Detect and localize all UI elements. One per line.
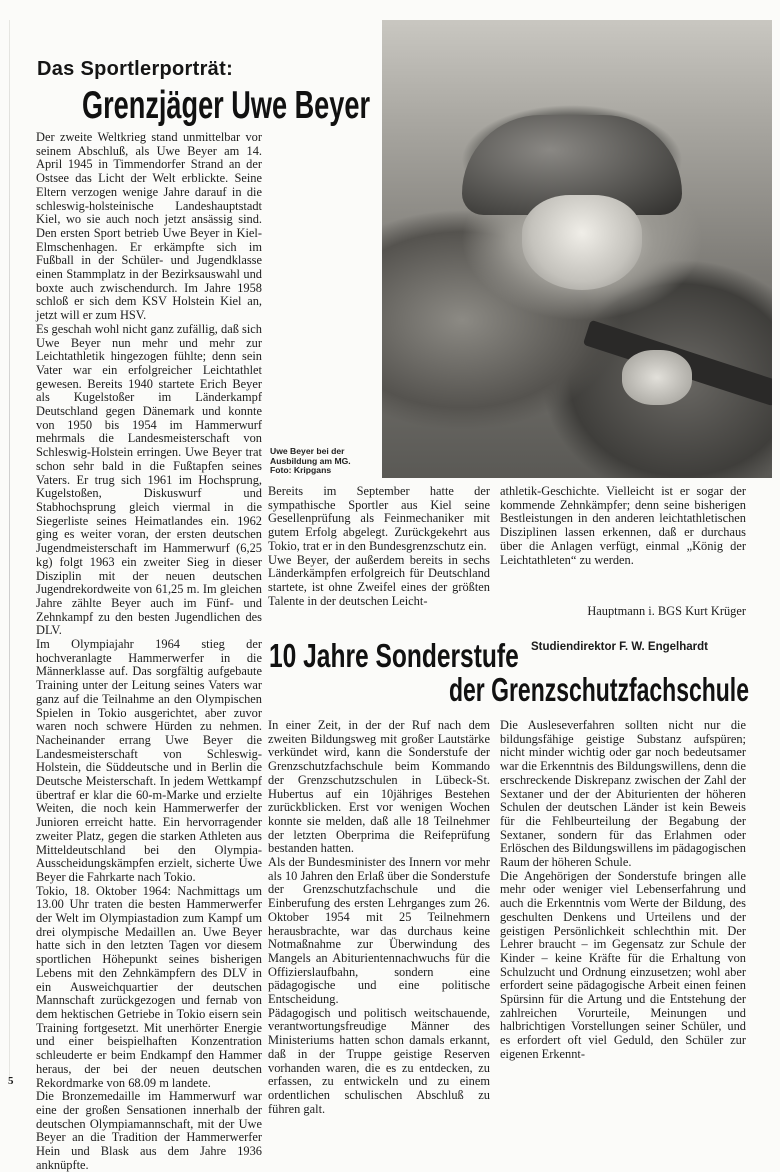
hand-shape xyxy=(622,350,692,405)
face-shape xyxy=(522,195,642,290)
photo-soldier-with-machine-gun xyxy=(382,20,772,478)
paragraph: In einer Zeit, in der der Ruf nach dem zweiten Bildungsweg mit großer Lautstärke verkündet wird, kann die Sonderstufe der Grenzschutzfachschule beim Kommando der Grenzschutzschulen in Lübeck-St. Hubertus auf ein 10jähriges Bestehen zurückblicken. Erst vor wenigen Wochen konnte sie melden, daß alle 18 Teilnehmer der letzten Oberprima die Reifeprüfung bestanden hatten. xyxy=(268,718,490,856)
paragraph: Die Ausleseverfahren sollten nicht nur die bildungsfähige geistige Substanz aufspüren; nicht minder wichtig oder gar noch bedeutsamer war die Erkenntnis des Bildungswillens, denn die erschreckende Diskrepanz zwischen der Zahl der Sextaner und der der Abiturienten der höheren Schulen der deutschen Länder ist kein Beweis für die Fehlbeurteilung der Begabung der Sextaner, sondern für das Erlahmen oder Erlöschen des Bildungswillens im pädagogischen Raum der höheren Schule. xyxy=(500,718,746,870)
article2-author: Studiendirektor F. W. Engelhardt xyxy=(531,641,708,653)
article2-column-2 xyxy=(500,719,746,1062)
article-kicker: Das Sportlerporträt: xyxy=(37,58,234,80)
paragraph: Es geschah wohl nicht ganz zufällig, daß sich Uwe Beyer nun mehr und mehr zur Leichtathletik hingezogen fühlte; denn sein Vater war ein erfolgreicher Leichtathlet gewesen. Bereits 1940 startete Erich Beyer als Kugelstoßer im Länderkampf Deutschland gegen Dänemark und konnte von 1950 bis 1954 im Hammerwurf mehrmals die Landesmeisterschaft von Schleswig-Holstein erringen. Uwe Beyer trat schon sehr bald in die Fußtapfen seines Vaters. Er trug sich 1961 im Hochsprung, Kugelstoßen, Diskuswurf und Stabhochsprung gleich viermal in die Siegerliste seines Heimatlandes ein. 1962 ging es weiter voran, der ersten deutschen Jugendmeisterschaft im Hammerwurf (6,25 kg) folgt 1963 ein zweiter Sieg in dieser Disziplin mit der neuen deutschen Jugendrekordweite von 61,25 m. Im gleichen Jahre zählte Beyer auch im Fünf- und Zehnkampf zu den besten Jugendlichen des DLV. xyxy=(36,321,262,638)
paragraph: Als der Bundesminister des Innern vor mehr als 10 Jahren den Erlaß über die Sonderstufe der Grenzschutzfachschule und die Einberufung des ersten Lehrganges zum 26. Oktober 1954 mit 25 Teilnehmern herausbrachte, war das durchaus keine Notmaßnahme zur Überwindung des Mangels an Abiturientennachwuchs für die Offizierslaufbahn, sondern eine pädagogische und eine politische Entscheidung. xyxy=(268,855,490,1007)
author-signature: Hauptmann i. BGS Kurt Krüger xyxy=(587,604,746,618)
paragraph: Uwe Beyer, der außerdem bereits in sechs Länderkämpfen erfolgreich für Deutschland startete, ist ohne Zweifel eines der größten Talente in der deutschen Leicht- xyxy=(268,552,490,608)
article-headline: Grenzjäger Uwe Beyer xyxy=(82,84,371,127)
article2-headline-line2: der Grenzschutzfachschule xyxy=(449,671,749,708)
caption-text: Uwe Beyer bei der Ausbildung am MG. xyxy=(270,446,351,466)
article2-headline-line1: 10 Jahre Sonderstufe xyxy=(269,637,519,674)
photo-credit: Foto: Kripgans xyxy=(270,465,332,475)
paragraph: Die Angehörigen der Sonderstufe bringen alle mehr oder weniger viel Lebenserfahrung und auch die Erkenntnis vom Werte der Bildung, des geschulten Denkens und Urteilens und der geistigen Persönlichkeit schlechthin mit. Der Lehrer braucht – im Gegensatz zur Schule der Kinder – keine Kräfte für die Erhaltung von Schulzucht und Ordnung einzusetzen; wohl aber erfordert seine pädagogische Arbeit einen feinen Spürsinn für die Artung und die Entstehung der zahlreichen Vorurteile, Meinungen und halbrichtigen Vorstellungen seiner Schüler, und es erfordert oft viel Geduld, den Schüler zur eigenen Erkennt- xyxy=(500,868,746,1061)
scan-margin-line xyxy=(9,20,10,1080)
article-continuation-right xyxy=(500,485,746,567)
article2-column-1 xyxy=(268,719,490,1116)
page-number: 5 xyxy=(8,1075,14,1087)
paragraph: Im Olympiajahr 1964 stieg der hochveranlagte Hammerwerfer in die Männerklasse auf. Das sorgfältig aufgebaute Training unter der Leitung seines Vaters war ganz auf die Teilnahme an den Olympischen Spielen in Tokio ausgerichtet, aber zuvor waren noch schwere Hürden zu nehmen. Nacheinander errang Uwe Beyer die Landesmeisterschaft von Schleswig-Holstein, die Süddeutsche und in Berlin die Deutsche Meisterschaft. In jedem Wettkampf übertraf er klar die 60-m-Marke und erzielte Weiten, die noch kein Hammerwerfer der Junioren erreicht hatte. Ein hervorragender zweiter Platz, gegen die starken Athleten aus Mitteldeutschland bei den Olympia-Ausscheidungskämpfen erzielt, sicherte Uwe Beyer die Fahrkarte nach Tokio. xyxy=(36,637,262,884)
photo-caption xyxy=(270,447,375,476)
paragraph: athletik-Geschichte. Vielleicht ist er sogar der kommende Zehnkämpfer; denn seine bisherigen Bestleistungen in den anderen leichtathletischen Disziplinen lassen erkennen, daß er durchaus über die Anlagen verfügt, einmal „König der Leichtathleten“ zu werden. xyxy=(500,484,746,567)
paragraph: Bereits im September hatte der sympathische Sportler aus Kiel seine Gesellenprüfung als Feinmechaniker mit gutem Erfolg abgelegt. Zurückgekehrt aus Tokio, trat er in den Bundesgrenzschutz ein. xyxy=(268,484,490,553)
paragraph: Die Bronzemedaille im Hammerwurf war eine der großen Sensationen innerhalb der deutschen Olympiamannschaft, mit der Uwe Beyer an die Tradition der Hammerwerfer Hein und Blask aus dem Jahre 1936 anknüpfte. xyxy=(36,1089,262,1172)
article-continuation-middle xyxy=(268,485,490,608)
paragraph: Tokio, 18. Oktober 1964: Nachmittags um 13.00 Uhr traten die besten Hammerwerfer der Welt im Olympiastadion zum Kampf um drei olympische Medaillen an. Uwe Beyer hatte sich in den letzten Tagen vor diesem sportlichen Höhepunkt seines bisherigen Lebens mit den Zehnkämpfern des DLV in ein Ausweichquartier der deutschen Mannschaft zurückgezogen und fernab von dem hektischen Getriebe in Tokio eisern sein Training fortgesetzt. Mit unerhörter Energie und einer beispielhaften Konzentration schleuderte er beim Endkampf den Hammer heraus, der bei der neuen deutschen Rekordmarke von 68.09 m landete. xyxy=(36,883,262,1090)
paragraph: Pädagogisch und politisch weitschauende, verantwortungsfreudige Männer des Ministeriums hatten schon damals erkannt, daß in der Truppe geistige Reserven vorhanden waren, die es zu entdecken, zu erfassen, zu entwickeln und zu einem ordentlichen schulischen Abschluß zu führen galt. xyxy=(268,1005,490,1116)
article-body-left-column xyxy=(36,131,262,1172)
paragraph: Der zweite Weltkrieg stand unmittelbar vor seinem Abschluß, als Uwe Beyer am 14. April 1945 in Timmendorfer Strand an der Ostsee das Licht der Welt erblickte. Seine Eltern verzogen wenige Jahre darauf in die schleswig-holsteinische Landeshauptstadt Kiel, wo sie auch noch jetzt ansässig sind. Den ersten Sport betrieb Uwe Beyer in Kiel-Elmschenhagen. Er erkämpfte sich im Fußball in der Schüler- und Jugendklasse einen Stammplatz in der Bezirksauswahl und boxte auch zwischendurch. Im Jahre 1958 schloß er sich dem KSV Holstein Kiel an, jetzt will er zum HSV. xyxy=(36,130,262,323)
